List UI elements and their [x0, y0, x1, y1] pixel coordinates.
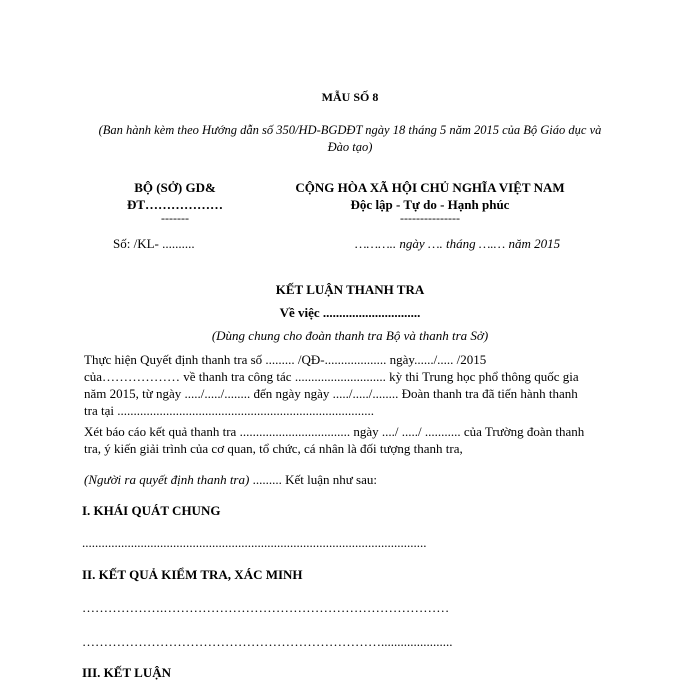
- conclusion-intro: ......... Kết luận như sau:: [249, 472, 377, 487]
- form-number: MẪU SỐ 8: [321, 90, 379, 104]
- section-1-fill-line: ..........................................................................................................: [82, 535, 427, 550]
- issuing-org-line2: ĐT………………: [126, 197, 224, 212]
- issuing-org-divider: -------: [161, 211, 189, 225]
- paragraph-2-line-2: tra, ý kiến giải trình của cơ quan, tổ chức, cá nhân là đối tượng thanh tra,: [84, 441, 463, 456]
- section-2-heading: II. KẾT QUẢ KIỂM TRA, XÁC MINH: [82, 567, 303, 582]
- usage-note: (Dùng chung cho đoàn thanh tra Bộ và thanh tra Sở): [211, 328, 489, 343]
- national-motto: Độc lập - Tự do - Hạnh phúc: [350, 197, 510, 212]
- section-1-heading: I. KHÁI QUÁT CHUNG: [82, 503, 221, 518]
- paragraph-1-line-3: năm 2015, từ ngày ...../...../........ đến ngày ngày ...../...../........ Đoàn thanh tra đã tiến hành thanh: [84, 386, 578, 401]
- regarding-line: Về việc ..............................: [279, 305, 421, 320]
- paragraph-1-line-2: của……………… về thanh tra công tác ............................ kỳ thi Trung học phổ thông quốc gia: [84, 369, 579, 384]
- issuing-org-line1: BỘ (SỞ) GD&: [134, 180, 216, 195]
- paragraph-1-line-4: tra tại ...............................................................................: [84, 403, 374, 418]
- paragraph-2-line-1: Xét báo cáo kết quả thanh tra .................................. ngày ..../ ...../ ........... của Trường đoàn thanh: [84, 424, 585, 439]
- national-divider: ---------------: [400, 211, 460, 225]
- national-title: CỘNG HÒA XÃ HỘI CHỦ NGHĨA VIỆT NAM: [295, 180, 565, 195]
- paragraph-3: [84, 472, 377, 488]
- section-2-fill-line-1: ……………….…………………………………………………………: [82, 600, 450, 615]
- document-number: Số: /KL- ..........: [113, 236, 195, 251]
- section-3-heading: III. KẾT LUẬN: [82, 665, 171, 680]
- document-title: KẾT LUẬN THANH TRA: [275, 282, 425, 297]
- paragraph-1-line-1: Thực hiện Quyết định thanh tra số ......... /QĐ-................... ngày....../..... /2015: [84, 352, 487, 367]
- decision-maker-placeholder: (Người ra quyết định thanh tra): [84, 472, 250, 487]
- document-date: ……….. ngày …. tháng ….… năm 2015: [355, 236, 561, 251]
- issuance-note: (Ban hành kèm theo Hướng dẫn số 350/HD-BGDĐT ngày 18 tháng 5 năm 2015 của Bộ Giáo dục và Đào tạo): [98, 123, 602, 154]
- section-2-fill-line-2: ……………………………………………………………......................: [82, 634, 453, 649]
